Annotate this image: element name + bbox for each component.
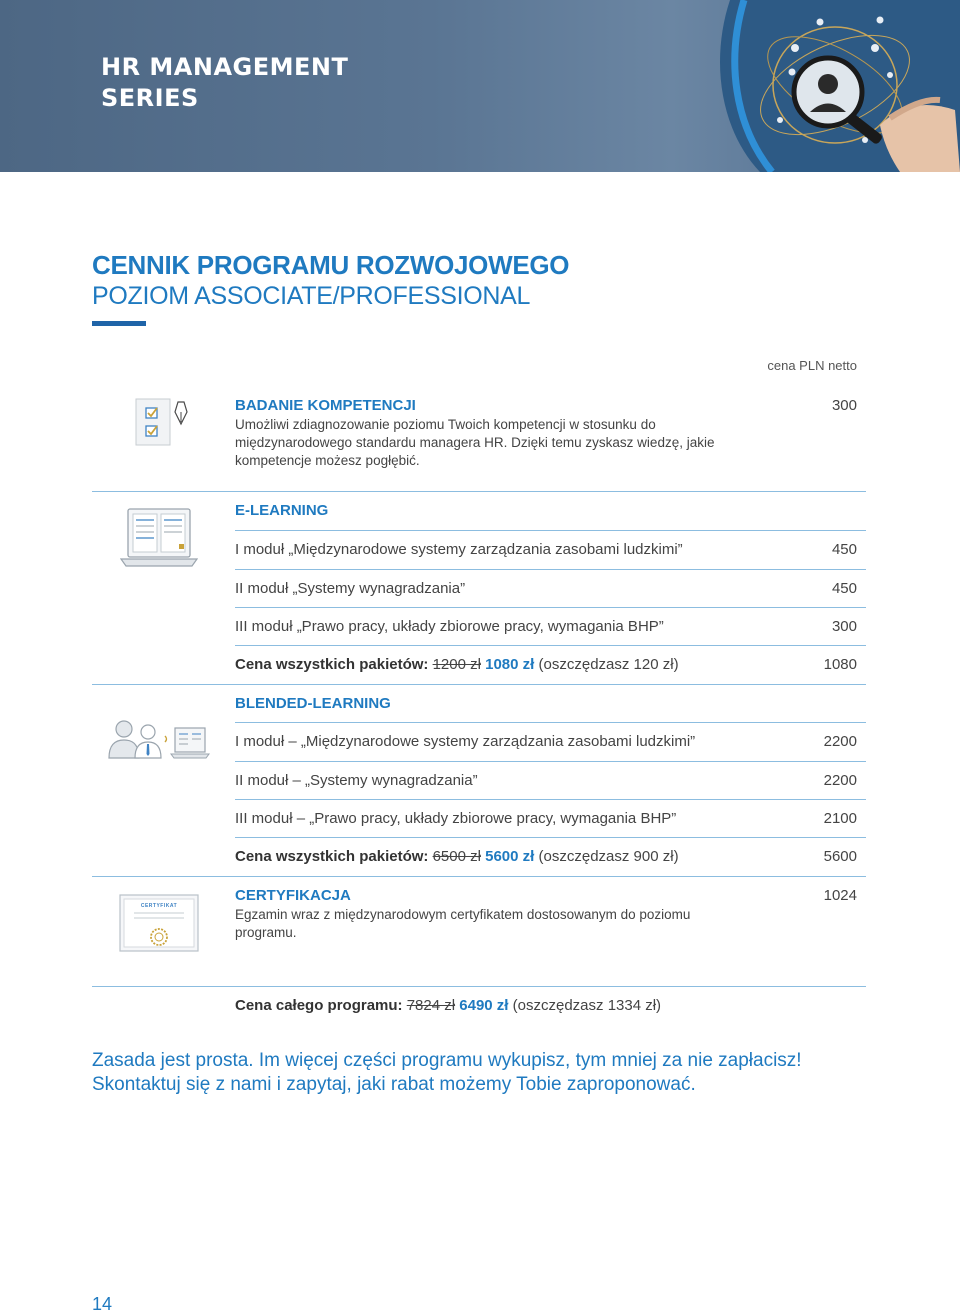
module-price: 2200 [823,772,857,789]
bundle-label [235,848,679,865]
new-price: 1080 zł [485,656,535,673]
divider [92,684,866,685]
elearning-module-row [235,531,857,569]
bundle-label [235,656,679,673]
people-laptop-icon [107,718,211,762]
magnifier-network-icon [700,0,960,172]
competency-description: Umożliwi zdiagnozowanie poziomu Twoich kompetencji w stosunku do międzynarodowego standardu managera HR. Dzięki temu zyskasz wiedzę, jakie kompetencje możesz pogłębić. [235,417,715,468]
blended-module-row [235,723,857,761]
certificate-badge-text: CERTYFIKAT [140,903,178,909]
blended-title: BLENDED-LEARNING [235,695,391,712]
elearning-module-row [235,608,857,646]
module-price: 450 [831,580,857,597]
old-price: 1200 zł [432,656,481,673]
module-price: 450 [831,541,857,558]
elearning-bundle-row [235,646,857,684]
module-label: III moduł – „Prawo pracy, układy zbiorowe pracy, wymagania BHP” [235,810,677,827]
cta-line-1: Zasada jest prosta. Im więcej części programu wykupisz, tym mniej za nie zapłacisz! [92,1050,802,1071]
total-new-price: 6490 zł [459,997,509,1014]
price-column-label: cena PLN netto [767,358,857,373]
title-underline [92,321,146,326]
certification-description: Egzamin wraz z międzynarodowym certyfikatem dostosowanym do poziomu programu. [235,907,691,940]
module-label: II moduł „Systemy wynagradzania” [235,580,466,597]
page-title: CENNIK PROGRAMU ROZWOJOWEGO [92,250,570,280]
savings: (oszczędzasz 120 zł) [538,656,679,673]
old-price: 6500 zł [432,848,481,865]
total-old-price: 7824 zł [406,997,456,1014]
laptop-icon [120,506,198,568]
savings: (oszczędzasz 900 zł) [538,848,679,865]
page-number: 14 [92,1294,113,1314]
blended-module-row [235,762,857,800]
divider [92,986,866,987]
module-price: 300 [831,618,857,635]
competency-title: BADANIE KOMPETENCJI [235,397,416,414]
module-price: 2100 [823,810,857,827]
total-caption: Cena całego programu: [235,997,403,1014]
certification-price: 1024 [823,887,857,904]
cta-line-2: Skontaktuj się z nami i zapytaj, jaki rabat możemy Tobie zaproponować. [92,1074,696,1095]
total-savings: (oszczędzasz 1334 zł) [512,997,662,1014]
bundle-price: 1080 [823,656,857,673]
bundle-caption: Cena wszystkich pakietów: [235,848,429,865]
elearning-title: E-LEARNING [235,502,329,519]
bundle-caption: Cena wszystkich pakietów: [235,656,429,673]
call-to-action [92,1049,802,1097]
divider [92,876,866,877]
elearning-module-row [235,570,857,608]
competency-price: 300 [831,397,857,414]
module-label: I moduł – „Międzynarodowe systemy zarządzania zasobami ludzkimi” [235,733,696,750]
page-subtitle: POZIOM ASSOCIATE/PROFESSIONAL [92,282,531,310]
module-price: 2200 [823,733,857,750]
header-banner [0,0,960,172]
new-price: 5600 zł [485,848,535,865]
blended-bundle-row [235,838,857,876]
module-label: II moduł – „Systemy wynagradzania” [235,772,478,789]
blended-module-row [235,800,857,838]
module-label: III moduł „Prawo pracy, układy zbiorowe pracy, wymagania BHP” [235,618,664,635]
module-label: I moduł „Międzynarodowe systemy zarządzania zasobami ludzkimi” [235,541,683,558]
bundle-price: 5600 [823,848,857,865]
certification-title: CERTYFIKACJA [235,887,351,904]
divider [92,491,866,492]
total-price-line [235,997,661,1014]
certificate-icon [118,893,200,953]
checklist-pen-icon [134,396,194,448]
series-title: HR MANAGEMENT SERIES [101,53,349,112]
